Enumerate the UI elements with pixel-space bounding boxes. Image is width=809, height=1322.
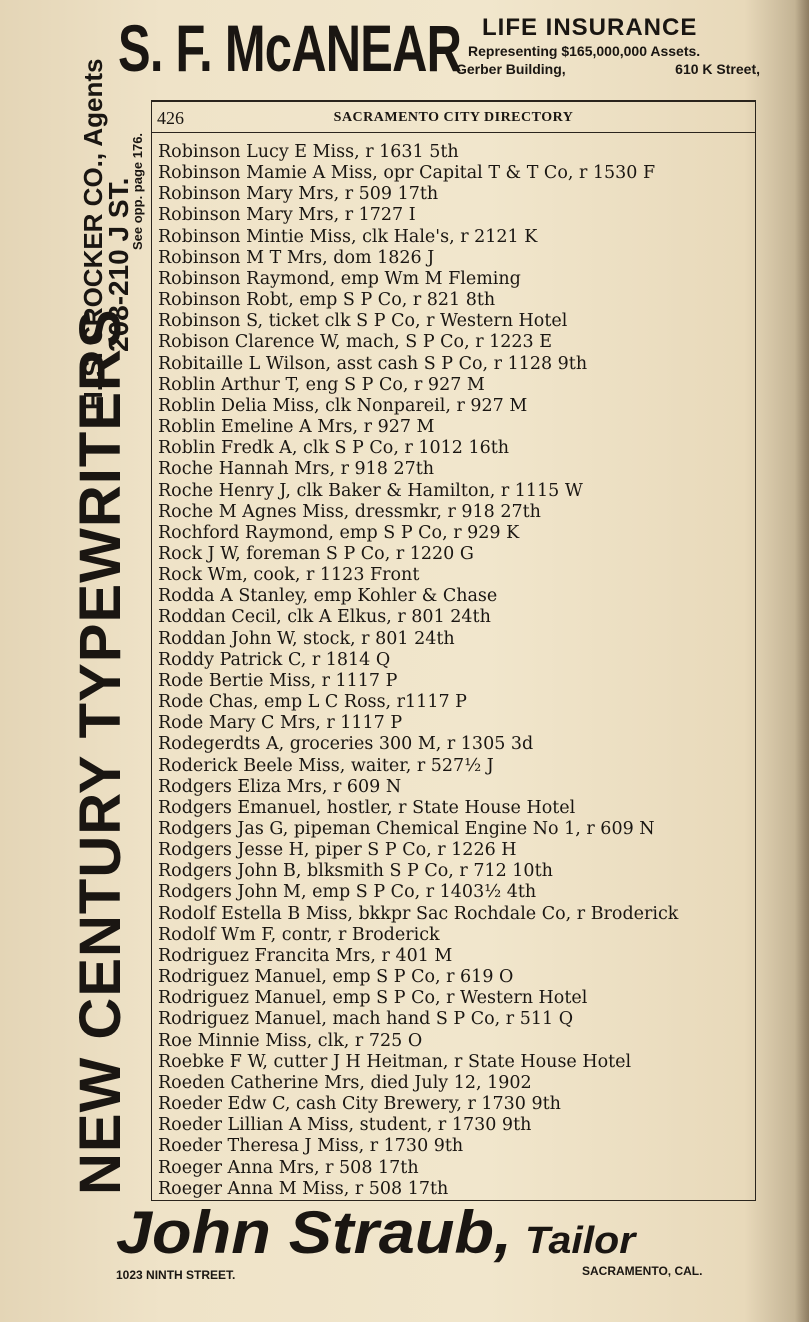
directory-entry: Roblin Arthur T, eng S P Co, r 927 M [158, 374, 485, 395]
directory-entry: Roblin Delia Miss, clk Nonpareil, r 927 M [158, 395, 528, 416]
directory-entry: Rodgers Eliza Mrs, r 609 N [158, 776, 402, 797]
directory-entry: Robinson Mary Mrs, r 509 17th [158, 184, 439, 205]
directory-entry: Roblin Emeline A Mrs, r 927 M [158, 417, 435, 438]
directory-entry: Roddan Cecil, clk A Elkus, r 801 24th [158, 607, 491, 628]
directory-entry: Roeder Theresa J Miss, r 1730 9th [158, 1136, 464, 1157]
directory-entry: Roderick Beele Miss, waiter, r 527½ J [158, 755, 494, 776]
directory-entry: Robinson S, ticket clk S P Co, r Western Hotel [158, 311, 568, 332]
directory-entry: Robinson Lucy E Miss, r 1631 5th [158, 142, 459, 162]
directory-entry: Roche M Agnes Miss, dressmkr, r 918 27th [158, 501, 541, 522]
directory-entry: Roeder Lillian A Miss, student, r 1730 9th [158, 1115, 532, 1136]
directory-entry: Roddan John W, stock, r 801 24th [158, 628, 455, 649]
directory-entry: Roblin Fredk A, clk S P Co, r 1012 16th [158, 438, 510, 459]
directory-entry: Rodolf Wm F, contr, r Broderick [158, 924, 440, 945]
directory-entry: Rodda A Stanley, emp Kohler & Chase [158, 586, 498, 607]
directory-entry: Robitaille L Wilson, asst cash S P Co, r 1128 9th [158, 353, 588, 374]
directory-entry: Roeger Anna Mrs, r 508 17th [158, 1157, 419, 1178]
side-ad-address: 208-210 J ST. [103, 177, 134, 352]
directory-entry: Robinson Mamie A Miss, opr Capital T & T Co, r 1530 F [158, 163, 656, 184]
page-header [152, 102, 755, 133]
directory-entry: Roche Hannah Mrs, r 918 27th [158, 459, 435, 480]
page-title: SACRAMENTO CITY DIRECTORY [333, 110, 574, 125]
directory-entry: Rodriguez Francita Mrs, r 401 M [158, 945, 453, 966]
top-ad-assets: Representing $165,000,000 Assets. [468, 43, 701, 59]
top-ad-address [456, 60, 760, 78]
side-ad-agent: H. S. CROCKER CO., Agents [78, 58, 108, 410]
directory-entry: Rode Bertie Miss, r 1117 P [158, 670, 398, 691]
directory-entry: Rodriguez Manuel, mach hand S P Co, r 511 Q [158, 1009, 574, 1030]
directory-entry: Rodriguez Manuel, emp S P Co, r 619 O [158, 967, 514, 988]
bottom-ad-city: SACRAMENTO, CAL. [582, 1264, 703, 1278]
directory-entry: Rodolf Estella B Miss, bkkpr Sac Rochdale Co, r Broderick [158, 903, 679, 924]
directory-entry: Robinson Mintie Miss, clk Hale's, r 2121 K [158, 226, 538, 247]
directory-entry: Rode Chas, emp L C Ross, r1117 P [158, 692, 467, 713]
directory-entry: Rodriguez Manuel, emp S P Co, r Western Hotel [158, 988, 588, 1009]
directory-entry: Rock J W, foreman S P Co, r 1220 G [158, 543, 474, 564]
directory-frame [151, 100, 756, 1201]
directory-entry: Robison Clarence W, mach, S P Co, r 1223 E [158, 332, 553, 353]
directory-entry: Robinson M T Mrs, dom 1826 J [158, 247, 435, 268]
directory-entry: Rochford Raymond, emp S P Co, r 929 K [158, 522, 520, 543]
directory-entry: Roeder Edw C, cash City Brewery, r 1730 9th [158, 1094, 561, 1115]
side-ad-note: See opp. page 176. [130, 132, 145, 250]
directory-entry: Roche Henry J, clk Baker & Hamilton, r 1115 W [158, 480, 583, 501]
bottom-ad-address: 1023 NINTH STREET. [116, 1268, 236, 1282]
bottom-ad-name: John Straub, [116, 1199, 513, 1266]
directory-entry: Rodgers John B, blksmith S P Co, r 712 10th [158, 861, 553, 882]
directory-entry: Robinson Robt, emp S P Co, r 821 8th [158, 290, 496, 311]
directory-entry: Rodgers John M, emp S P Co, r 1403½ 4th [158, 882, 537, 903]
directory-entry: Robinson Mary Mrs, r 1727 I [158, 205, 416, 226]
directory-entries [158, 142, 753, 1200]
directory-entry: Rodgers Jesse H, piper S P Co, r 1226 H [158, 840, 517, 861]
directory-entry: Rode Mary C Mrs, r 1117 P [158, 713, 403, 734]
directory-entry: Robinson Raymond, emp Wm M Fleming [158, 268, 521, 289]
top-ad-name: S. F. McANEAR [118, 11, 462, 85]
directory-entry: Rodgers Jas G, pipeman Chemical Engine No 1, r 609 N [158, 819, 655, 839]
top-ad-details [456, 14, 760, 78]
directory-entry: Roebke F W, cutter J H Heitman, r State House Hotel [158, 1051, 632, 1072]
bottom-ad-trade: Tailor [524, 1220, 636, 1262]
directory-entry: Roddy Patrick C, r 1814 Q [158, 649, 391, 670]
directory-entry: Roe Minnie Miss, clk, r 725 O [158, 1030, 423, 1051]
directory-entry: Rodegerdts A, groceries 300 M, r 1305 3d [158, 734, 534, 755]
page-binding-edge [795, 0, 809, 1322]
directory-entry: Rock Wm, cook, r 1123 Front [158, 565, 420, 586]
top-ad-building: Gerber Building, [456, 61, 566, 77]
directory-entry: Rodgers Emanuel, hostler, r State House Hotel [158, 797, 576, 818]
top-ad-street: 610 K Street, [675, 61, 760, 77]
page-number: 426 [157, 108, 184, 128]
directory-entry: Roeden Catherine Mrs, died July 12, 1902 [158, 1072, 532, 1093]
top-ad-headline: LIFE INSURANCE [482, 14, 698, 41]
directory-entry: Roeger Anna M Miss, r 508 17th [158, 1178, 449, 1199]
side-ad-main: NEW CENTURY TYPEWRITERS [68, 308, 133, 1195]
